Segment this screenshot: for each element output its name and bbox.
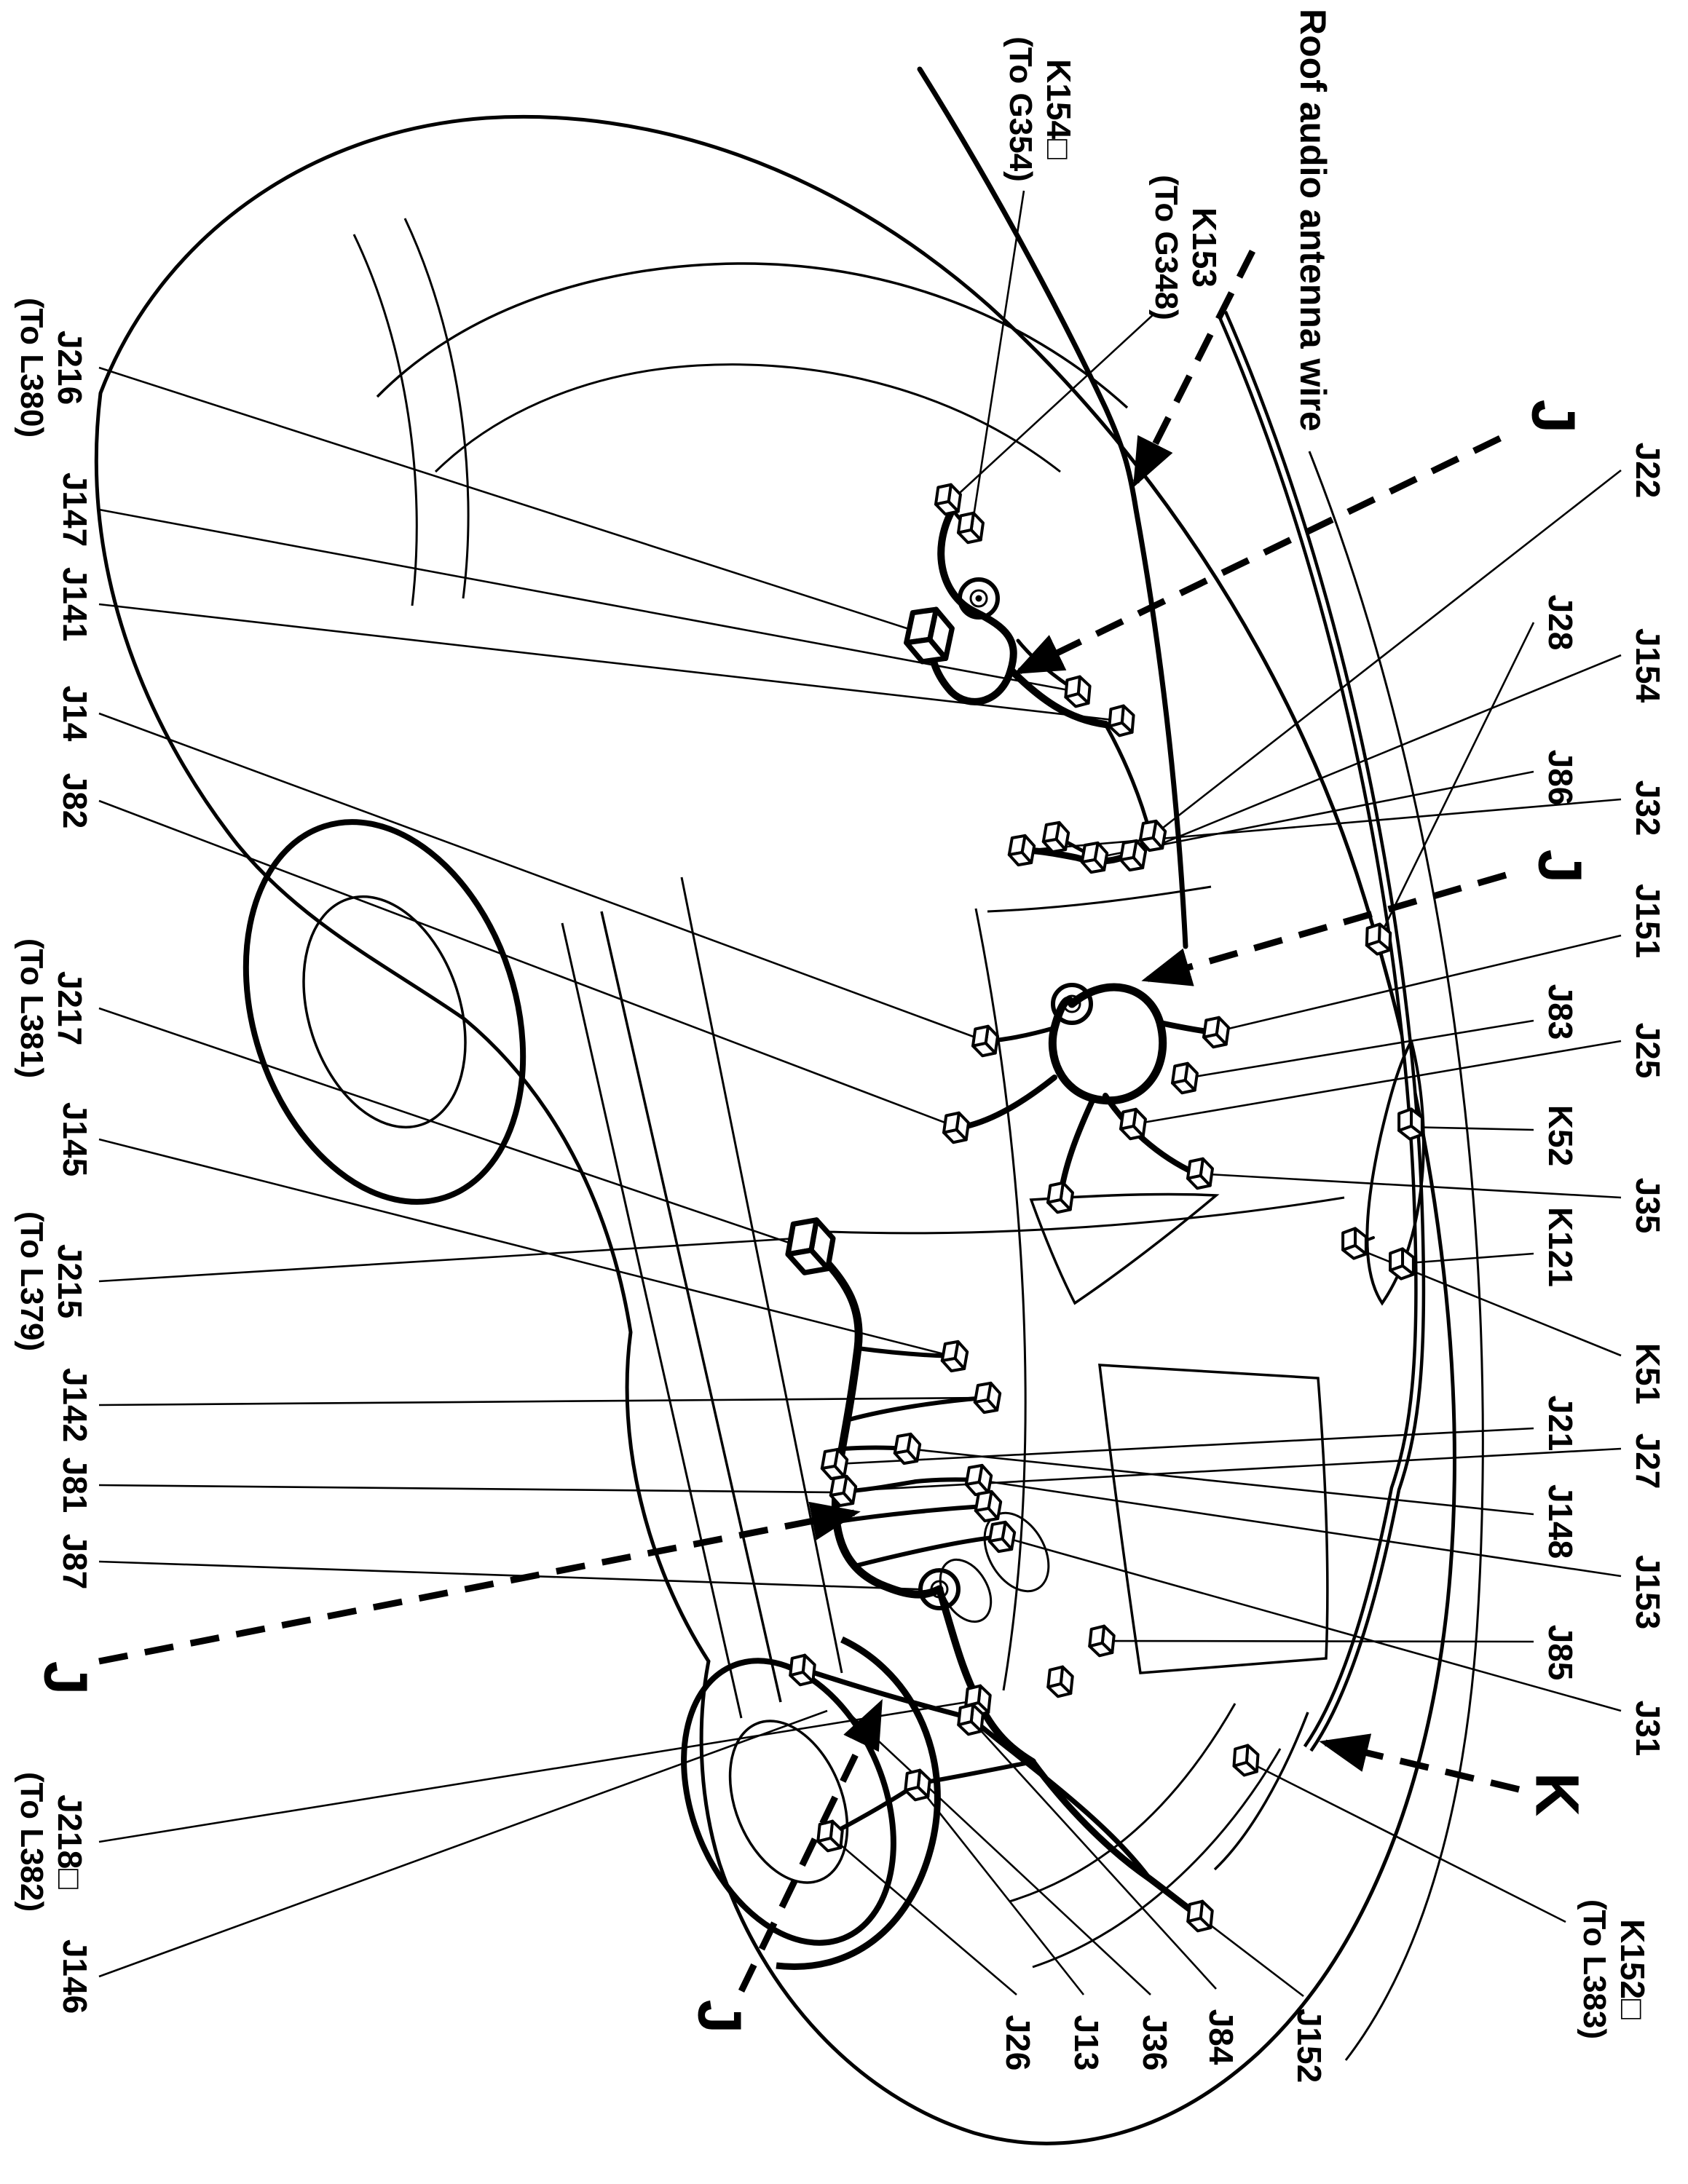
connector-icon-8: [1079, 842, 1110, 874]
connector-icon-2: [955, 512, 986, 545]
connector-icon-29: [1044, 1665, 1076, 1698]
floor-branch-4: [837, 1506, 986, 1522]
connector-label-J82: [55, 773, 95, 829]
connector-label-J25: [1628, 1023, 1668, 1079]
connector-label-J32: [1628, 780, 1668, 836]
connector-icon-1: [932, 483, 963, 516]
connector-icon-14: [1117, 1108, 1148, 1141]
connector-icon-27: [987, 1521, 1017, 1553]
connector-destination-text: (To L380): [13, 297, 50, 438]
connector-icon-20: [939, 1340, 970, 1372]
rear-glass-line-1: [405, 218, 468, 598]
connector-label-K152: [1575, 1899, 1652, 2039]
connector-id-text: J14: [56, 685, 95, 742]
connector-icon-21: [972, 1382, 1003, 1414]
connector-icon-18: [940, 1112, 971, 1144]
connector-id-text: K52: [1542, 1104, 1580, 1167]
roof-antenna-annotation: Roof audio antenna wire: [1293, 9, 1333, 432]
connector-id-text: J215: [51, 1243, 90, 1319]
connector-icon-4: [1062, 675, 1095, 708]
connector-icon-13: [1169, 1062, 1200, 1095]
connector-id-text: J152: [1290, 2008, 1329, 2084]
connector-id-text: J25: [1629, 1022, 1668, 1079]
connector-id-text: J31: [1629, 1700, 1668, 1757]
rear-glass-line-2: [354, 234, 417, 606]
connector-icon-16: [1044, 1182, 1076, 1214]
leader-line-J217: [99, 1008, 800, 1246]
connector-id-text: J87: [56, 1533, 95, 1590]
connector-id-text: J36: [1136, 2014, 1175, 2071]
connector-id-text: J13: [1068, 2014, 1106, 2071]
connector-id-text: J216: [51, 330, 90, 405]
callout-letter-J-1: J: [1519, 399, 1588, 434]
connector-label-J21: [1541, 1396, 1580, 1452]
connector-label-J87: [55, 1534, 95, 1590]
connector-label-J14: [55, 686, 95, 742]
connector-destination-text: (To L382): [13, 1771, 50, 1912]
connector-id-text: J22: [1629, 442, 1668, 499]
connector-id-text: J82: [56, 772, 95, 829]
connector-id-text: J147: [56, 472, 95, 547]
connector-label-J216: [12, 298, 90, 438]
connector-label-J13: [1067, 2015, 1106, 2071]
connector-label-J142: [55, 1368, 95, 1442]
floor-branch-2: [849, 1398, 985, 1420]
leader-line-J83: [1186, 1021, 1534, 1078]
connector-label-J151: [1628, 884, 1668, 958]
connector-label-J147: [55, 472, 95, 547]
connector-label-J83: [1541, 984, 1580, 1040]
connector-label-J31: [1628, 1701, 1668, 1757]
connector-destination-text: (To G354): [1002, 36, 1038, 182]
connector-id-text: J151: [1629, 883, 1668, 959]
b-pillar-line: [987, 887, 1211, 911]
leader-line-J14: [99, 713, 985, 1041]
floor-branch-5: [858, 1537, 1000, 1565]
connector-id-text: J81: [56, 1457, 95, 1514]
connector-icon-36: [786, 1653, 819, 1687]
connector-label-K154: [1001, 36, 1078, 182]
connector-label-J22: [1628, 443, 1668, 499]
connector-label-J26: [998, 2015, 1038, 2071]
connector-id-text: K121: [1542, 1207, 1580, 1287]
hood-line-2: [1009, 1704, 1235, 1902]
car-body: [96, 116, 1483, 2143]
leader-line-J216: [99, 368, 929, 636]
connector-icon-3: [902, 608, 956, 664]
connector-destination-text: (To G348): [1148, 175, 1184, 320]
connector-id-text: J218□: [51, 1794, 90, 1890]
door-gap-line: [829, 1198, 1344, 1233]
connector-id-text: J21: [1542, 1395, 1580, 1452]
connector-id-text: J153: [1629, 1554, 1668, 1630]
rear-hatch-inner-line: [435, 365, 1060, 472]
grommet-front: [920, 1570, 958, 1608]
connector-destination-text: (To L379): [13, 1211, 50, 1352]
connector-icon-10: [1006, 834, 1037, 866]
connector-id-text: J217: [51, 970, 90, 1046]
connector-id-text: J35: [1629, 1177, 1668, 1234]
sill-line-3: [682, 877, 842, 1673]
connector-label-J35: [1628, 1178, 1668, 1234]
connector-id-text: J86: [1542, 749, 1580, 806]
callout-letter-J-3: J: [31, 1661, 100, 1696]
connector-destination-text: (To L381): [13, 938, 50, 1079]
connector-id-text: J154: [1629, 628, 1668, 703]
connector-label-K121: [1541, 1207, 1580, 1287]
connector-id-text: K51: [1629, 1342, 1668, 1405]
connector-label-J85: [1541, 1625, 1580, 1681]
connector-icon-39: [1184, 1899, 1216, 1933]
floor-harness: [811, 1246, 939, 1594]
connector-label-J146: [55, 1939, 95, 2014]
connector-id-text: J141: [56, 566, 95, 642]
leader-line-K152: [1245, 1760, 1566, 1922]
connector-label-K153: [1147, 175, 1224, 320]
connector-icon-26: [973, 1490, 1003, 1522]
connector-label-J141: [55, 567, 95, 641]
rear-wheel: [200, 786, 569, 1238]
callout-letter-J-4: J: [685, 1999, 754, 2034]
connector-label-J81: [55, 1457, 95, 1514]
connector-id-text: J142: [56, 1367, 95, 1443]
front-door-window: [1100, 1365, 1328, 1673]
leader-line-J85: [1104, 1641, 1534, 1642]
mid-branch-2: [1105, 1096, 1196, 1174]
callout-arrow-J-2: [1148, 875, 1506, 979]
callout-arrow-J-1: [1019, 438, 1500, 671]
connector-id-text: J28: [1542, 594, 1580, 651]
connector-icon-24: [892, 1433, 923, 1465]
roof-harness-branch-2: [1105, 724, 1151, 836]
connector-id-text: J145: [56, 1101, 95, 1177]
grommet-mid: [1053, 985, 1091, 1023]
connector-destination-text: (To L383): [1576, 1899, 1612, 2040]
leader-line-J35: [1196, 1174, 1621, 1198]
connector-icon-19: [783, 1218, 838, 1275]
connector-label-J215: [12, 1211, 90, 1351]
connector-label-J28: [1541, 595, 1580, 651]
callout-letter-K-5: K: [1523, 1772, 1592, 1817]
connector-id-text: J85: [1542, 1624, 1580, 1681]
connector-icon-38: [814, 1819, 846, 1853]
leader-line-J152: [1199, 1916, 1304, 1996]
connector-label-J86: [1541, 750, 1580, 806]
connector-label-J145: [55, 1102, 95, 1176]
connector-id-text: K154□: [1040, 59, 1078, 159]
connector-label-J218: [12, 1772, 90, 1912]
connector-id-text: J146: [56, 1939, 95, 2014]
connector-icon-30: [1086, 1624, 1118, 1658]
leader-line-J81: [99, 1485, 835, 1492]
leader-line-J153: [978, 1480, 1621, 1576]
connector-id-text: J32: [1629, 780, 1668, 836]
connector-icon-37: [902, 1768, 934, 1802]
connector-label-J217: [12, 938, 90, 1078]
callout-letter-J-2: J: [1526, 849, 1595, 884]
connector-label-J153: [1628, 1555, 1668, 1629]
leader-line-J82: [99, 801, 958, 1128]
leader-line-J146: [99, 1711, 827, 1977]
leader-line-J32: [1024, 799, 1621, 850]
connector-label-J148: [1541, 1484, 1580, 1559]
leader-line-K153: [951, 313, 1155, 501]
connector-id-text: K152□: [1614, 1919, 1652, 2019]
connector-icon-12: [1200, 1016, 1231, 1049]
leader-line-J147: [99, 510, 1076, 692]
connector-icon-32: [1385, 1246, 1419, 1281]
connector-label-J27: [1628, 1433, 1668, 1489]
leader-line-J26: [830, 1836, 1017, 1995]
hood-line-1: [1033, 1749, 1280, 1967]
connector-id-text: J83: [1542, 984, 1580, 1040]
connector-icon-34: [1229, 1744, 1262, 1777]
callout-arrows: [99, 251, 1519, 1991]
connector-label-J152: [1290, 2009, 1329, 2083]
beltline: [976, 909, 1025, 1690]
connector-id-text: J84: [1202, 2009, 1241, 2065]
connector-label-K51: [1628, 1343, 1668, 1404]
connector-id-text: J27: [1629, 1433, 1668, 1489]
rear-hatch-line: [377, 264, 1127, 408]
leader-line-J87: [99, 1562, 919, 1589]
connector-label-J36: [1135, 2015, 1175, 2071]
leader-line-J141: [99, 604, 1120, 721]
connector-id-text: K153: [1186, 207, 1224, 288]
connector-id-text: J26: [999, 2014, 1038, 2071]
connector-label-K52: [1541, 1105, 1580, 1166]
windshield-line-1: [1215, 1712, 1308, 1870]
callout-arrow-J-3: [99, 1513, 854, 1661]
connector-label-J154: [1628, 628, 1668, 703]
connector-id-text: J148: [1542, 1484, 1580, 1559]
leader-line-J84: [971, 1720, 1216, 1989]
connector-icon-15: [1184, 1158, 1215, 1190]
leader-line-J215: [99, 1238, 808, 1281]
connector-label-J84: [1202, 2009, 1241, 2065]
